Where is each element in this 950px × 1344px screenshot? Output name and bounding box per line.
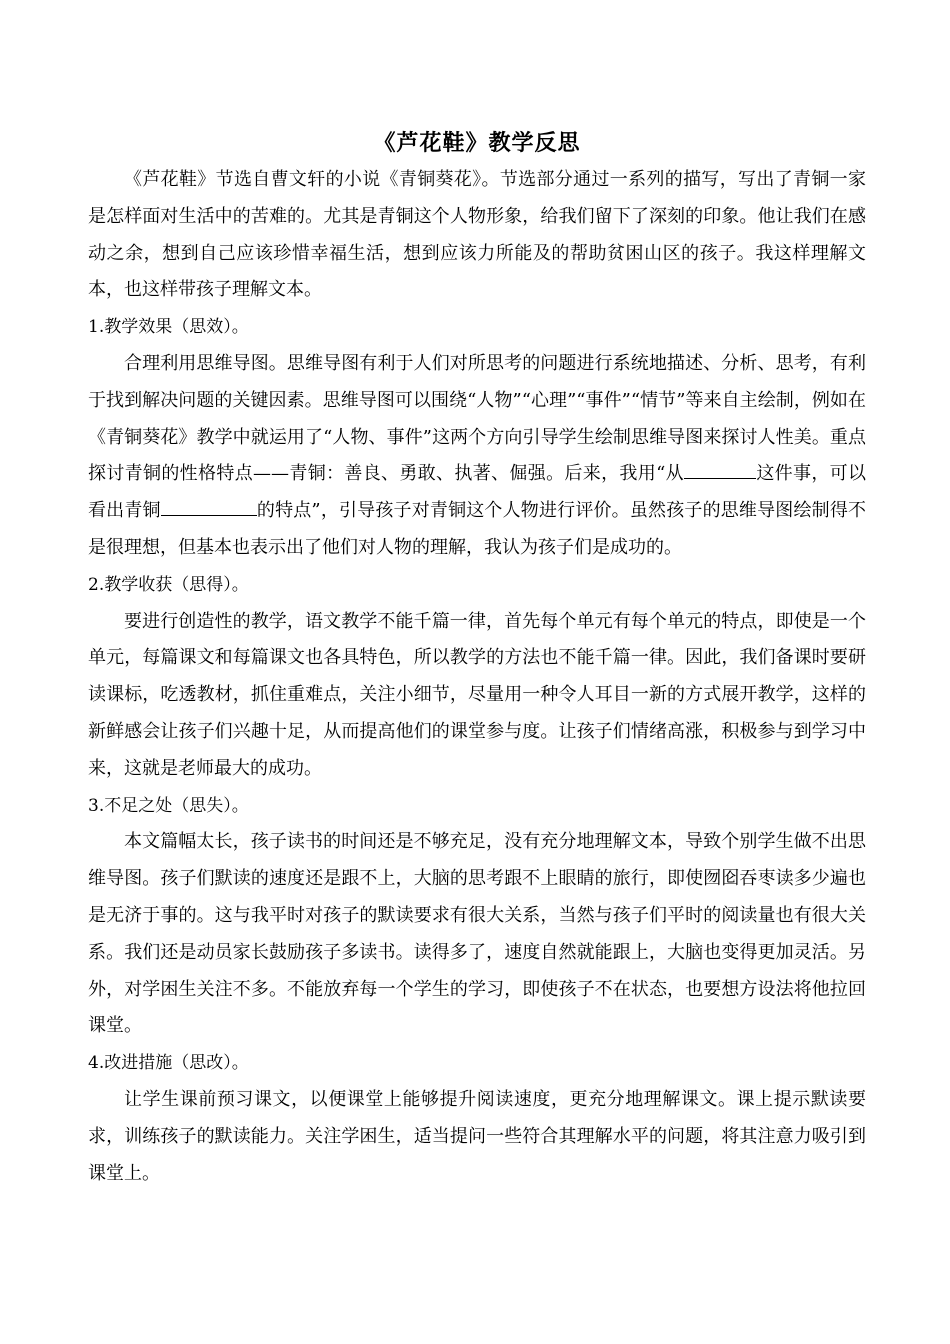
section-1-paragraph [88,346,866,567]
section-4-paragraph: 让学生课前预习课文，以便课堂上能够提升阅读速度，更充分地理解课文。课上提示默读要求，训练孩子的默读能力。关注学困生，适当提问一些符合其理解水平的问题，将其注意力吸引到课堂上。 [88,1088,866,1184]
document-title: 《芦花鞋》教学反思 [373,130,581,156]
section-1-text-part-3: 的特点”，引导孩子对青铜这个人物进行评价。虽然孩子的思维导图绘制得不是很理想，但基本也表示出了他们对人物的理解，我认为孩子们是成功的。 [88,500,866,558]
section-3-heading: 3.不足之处（思失）。 [88,795,249,816]
intro-paragraph: 《芦花鞋》节选自曹文轩的小说《青铜葵花》。节选部分通过一系列的描写，写出了青铜一家是怎样面对生活中的苦难的。尤其是青铜这个人物形象，给我们留下了深刻的印象。他让我们在感动之余，想到自己应该珍惜幸福生活，想到应该力所能及的帮助贫困山区的孩子。我这样理解文本，也这样带孩子理解文本。 [88,169,866,301]
fill-in-blank-1 [684,460,756,479]
section-2-paragraph: 要进行创造性的教学，语文教学不能千篇一律，首先每个单元有每个单元的特点，即使是一个单元，每篇课文和每篇课文也各具特色，所以教学的方法也不能千篇一律。因此，我们备课时要研读课标，吃透教材，抓住重难点，关注小细节，尽量用一种令人耳目一新的方式展开教学，这样的新鲜感会让孩子们兴趣十足，从而提高他们的课堂参与度。让孩子们情绪高涨，积极参与到学习中来，这就是老师最大的成功。 [88,610,866,779]
fill-in-blank-2 [161,497,257,516]
section-1-heading: 1.教学效果（思效）。 [88,317,249,338]
document-page [88,126,866,1192]
section-1-text-part-2: 这件事，可以看出青铜 [88,463,867,522]
section-3-paragraph: 本文篇幅太长，孩子读书的时间还是不够充足，没有充分地理解文本，导致个别学生做不出思维导图。孩子们默读的速度还是跟不上，大脑的思考跟不上眼睛的旅行，即使囫囵吞枣读多少遍也是无济于事的。这与我平时对孩子的默读要求有很大关系，当然与孩子们平时的阅读量也有很大关系。我们还是动员家长鼓励孩子多读书。读得多了，速度自然就能跟上，大脑也变得更加灵活。另外，对学困生关注不多。不能放弃每一个学生的学习，即使孩子不在状态，也要想方设法将他拉回课堂。 [88,831,866,1037]
section-2-heading: 2.教学收获（思得）。 [88,574,249,595]
section-4-heading: 4.改进措施（思改）。 [88,1053,249,1074]
section-1-text-part-1: 合理利用思维导图。思维导图有利于人们对所思考的问题进行系统地描述、分析、思考，有利于找到解决问题的关键因素。思维导图可以围绕“人物”“心理”“事件”“情节”等来自主绘制，例如在《青铜葵花》教学中就运用了“人物、事件”这两个方向引导学生绘制思维导图来探讨人性美。重点探讨青铜的性格特点——青铜：善良、勇敢、执著、倔强。后来，我用“从 [88,352,866,485]
